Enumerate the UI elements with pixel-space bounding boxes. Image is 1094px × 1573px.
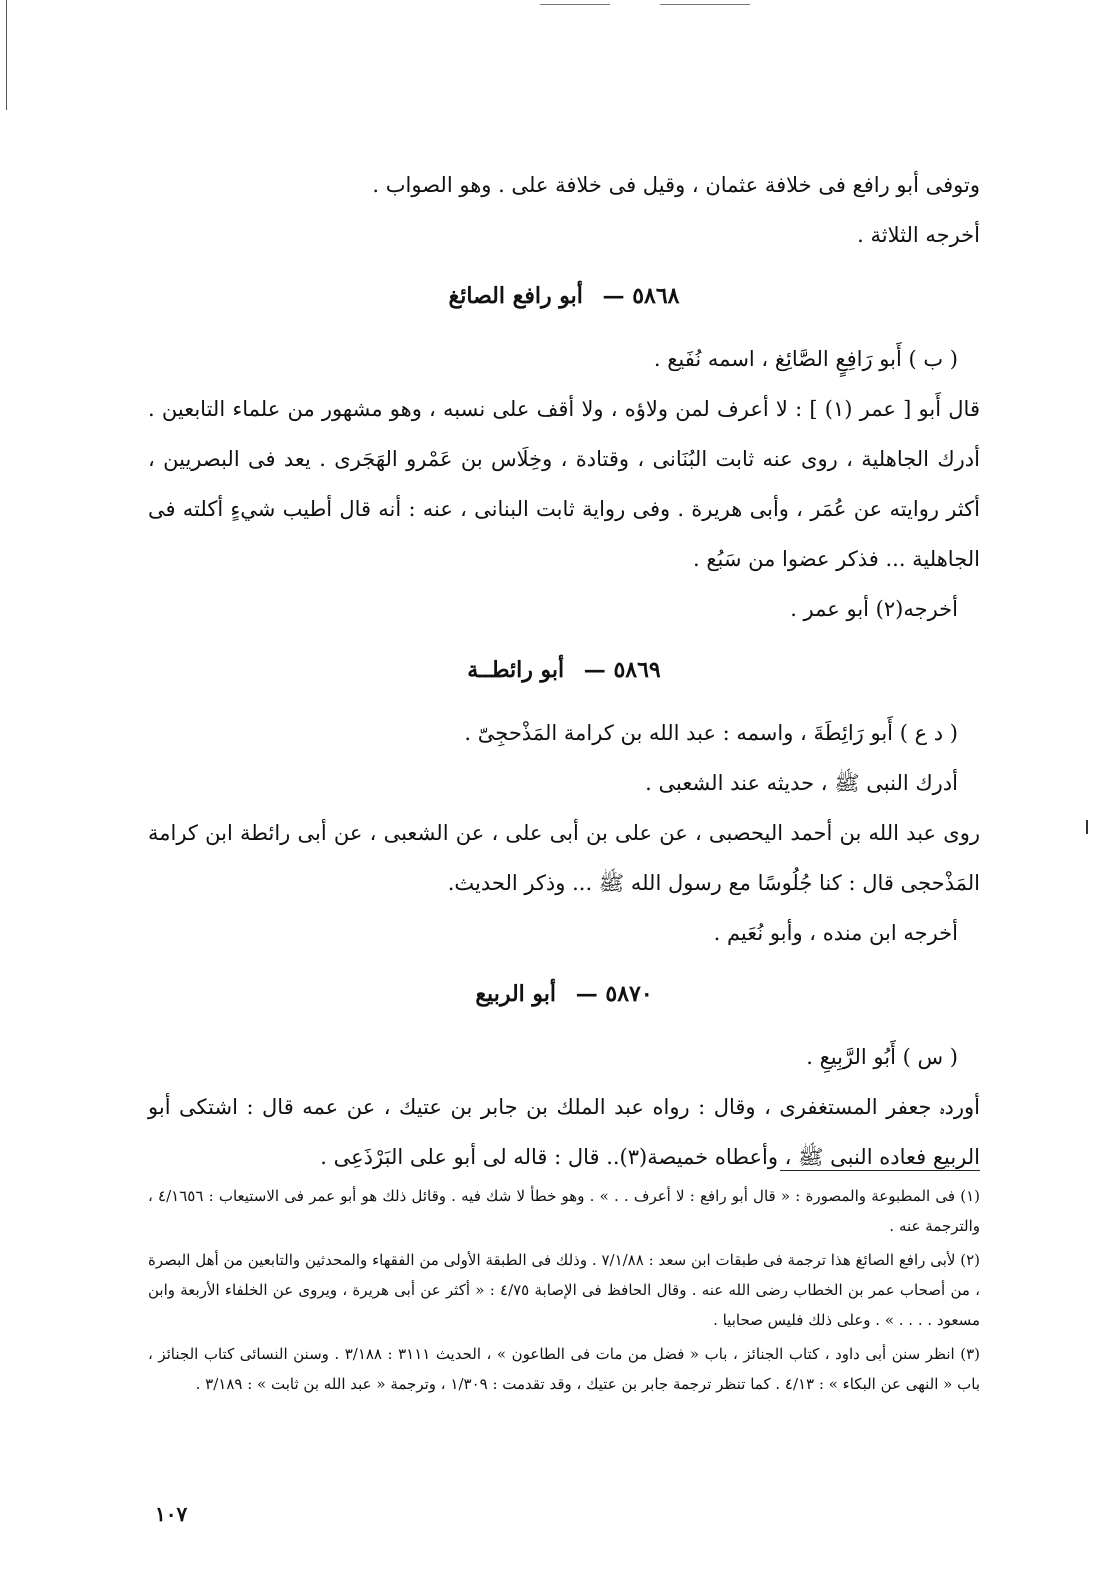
entry-number: ٥٨٧٠ — (575, 981, 653, 1007)
entry-number: ٥٨٦٩ — (583, 657, 661, 683)
entry-title: أبو رافع الصائغ (448, 283, 583, 309)
entry-heading-5869 (148, 648, 980, 692)
footnote-3: (٣) انظر سنن أبى داود ، كتاب الجنائز ، باب « فضل من مات فى الطاعون » ، الحديث ٣١١١ : ٣/١٨٨ . وسنن النسائى كتاب الجنائز ، باب « النهى عن البكاء » : ٤/١٣ . كما تنظر ترجمة جابر بن عتيك ، وقد تقدمت : ١/٣٠٩ ، وترجمة « عبد الله بن ثابت » : ٣/١٨٩ . (148, 1345, 980, 1393)
paragraph-companion-note: أدرك النبى ﷺ ، حديثه عند الشعبى . (645, 771, 958, 795)
footnote-2: (٢) لأبى رافع الصائغ هذا ترجمة فى طبقات ابن سعد : ٧/١/٨٨ . وذلك فى الطبقة الأولى من الفقهاء والمحدثين والتابعين من أهل البصرة ، من أصحاب عمر بن الخطاب رضى الله عنه . وقال الحافظ فى الإصابة ٤/٧٥ : « أكثر عن أبى هريرة ، ويروى عن الخلفاء الأربعة وابن مسعود . . . . » . وعلى ذلك فليس صحابيا . (148, 1251, 980, 1329)
paragraph-narrators-1: أخرجه الثلاثة . (857, 223, 980, 247)
paragraph-entry-intro: ( س ) أَبُو الرَّبِيعِ . (806, 1045, 958, 1069)
scan-edge-top-2 (660, 4, 750, 5)
paragraph-narrators-3: أخرجه ابن منده ، وأبو نُعَيم . (713, 921, 958, 945)
scan-edge-top (540, 4, 610, 5)
footnote-1: (١) فى المطبوعة والمصورة : « قال أبو رافع : لا أعرف . . » . وهو خطأ لا شك فيه . وقائل ذلك هو أبو عمر فى الاستيعاب : ٤/١٦٥٦ ، والترجمة عنه . (148, 1187, 981, 1235)
entry-title: أبو الربيع (475, 981, 557, 1007)
page-body (148, 160, 980, 1182)
paragraph-death-note: وتوفى أبو رافع فى خلافة عثمان ، وقيل فى خلافة على . وهو الصواب . (372, 173, 980, 197)
entry-heading-5870 (148, 972, 980, 1016)
paragraph-entry-intro: ( د ع ) أَبو رَائِطَةَ ، واسمه : عبد الله بن كرامة المَذْحجِىّ . (464, 721, 958, 745)
page-number: ١٠٧ (155, 1502, 188, 1526)
paragraph-entry-intro: ( ب ) أَبو رَافِعٍ الصَّائِغ ، اسمه نُفَيع . (653, 347, 958, 371)
paragraph-narrators-2: أخرجه(٢) أبو عمر . (790, 597, 958, 621)
footnotes (148, 1170, 980, 1403)
scan-edge-right (1086, 820, 1088, 834)
entry-heading-5868 (148, 274, 980, 318)
entry-title: أبو رائطــة (467, 657, 565, 683)
paragraph-abu-umar-quote: قال أَبو [ عمر (١) ] : لا أعرف لمن ولاؤه ، ولا أقف على نسبه ، وهو مشهور من علماء التابعين . أدرك الجاهلية ، روى عنه ثابت البُنَانى ، وقتادة ، وخِلَاس بن عَمْرو الهَجَرى . يعد فى البصريين ، أكثر روايته عن عُمَر ، وأبى هريرة . وفى رواية ثابت البنانى ، عنه : أنه قال أطيب شيءٍ أكلته فى الجاهلية ... فذكر عضوا من سَبُع . (148, 397, 980, 571)
paragraph-mustaghfiri-report: أوردہ جعفر المستغفرى ، وقال : رواه عبد الملك بن جابر بن عتيك ، عن عمه قال : اشتكى أبو الربيع فعاده النبى ﷺ ، وأعطاه خميصة(٣).. قال : قاله لى أبو على البَرْذَعِى . (148, 1095, 980, 1169)
entry-number: ٥٨٦٨ — (602, 283, 680, 309)
footnote-divider (780, 1170, 980, 1171)
scan-edge-left (6, 0, 7, 110)
paragraph-hadith-chain: روى عبد الله بن أحمد اليحصبى ، عن على بن أبى على ، عن الشعبى ، عن أبى رائطة ابن كرامة المَذْحجى قال : كنا جُلُوسًا مع رسول الله ﷺ ... وذكر الحديث. (148, 821, 980, 895)
